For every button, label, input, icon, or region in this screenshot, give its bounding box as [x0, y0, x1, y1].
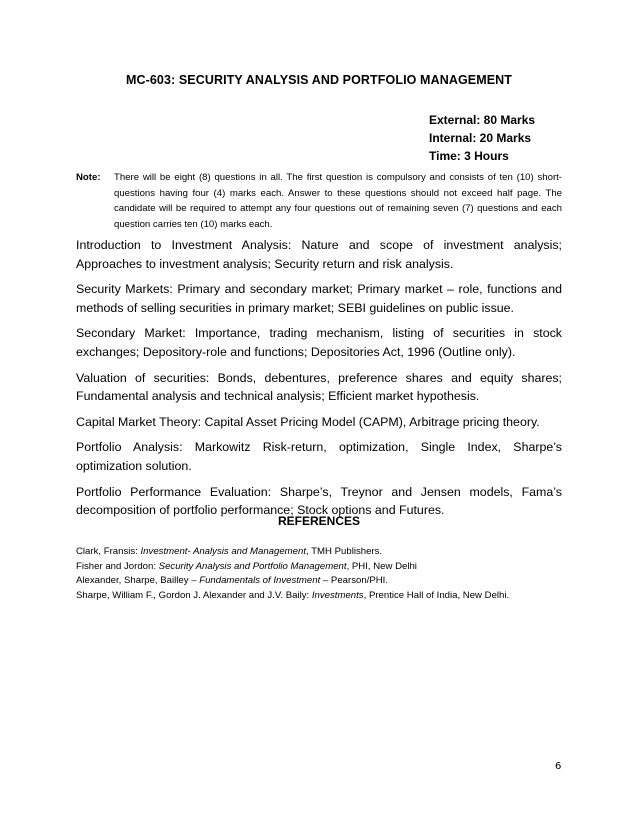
reference-publisher: , TMH Publishers.: [306, 546, 383, 557]
reference-item: [76, 545, 576, 560]
topic-paragraph: Portfolio Performance Evaluation: Sharpe’s, Treynor and Jensen models, Fama’s decomposition of portfolio performance; Stock options and Futures.: [76, 484, 562, 518]
note-label: Note:: [76, 172, 101, 183]
internal-marks: Internal: 20 Marks: [429, 131, 532, 145]
references-list: [76, 545, 576, 604]
reference-item: [76, 574, 576, 589]
external-marks: External: 80 Marks: [429, 113, 536, 127]
reference-publisher: , Prentice Hall of India, New Delhi.: [363, 590, 510, 602]
reference-item: [76, 560, 576, 575]
reference-title: Investment- Analysis and Management: [140, 546, 307, 557]
syllabus-topics: [76, 236, 562, 527]
references-heading: REFERENCES: [277, 514, 360, 528]
topic-paragraph: Valuation of securities: Bonds, debentures, preference shares and equity shares; Fundamental analysis and technical analysis; Efficient market hypothesis.: [76, 370, 562, 404]
note-text: There will be eight (8) questions in all. The first question is compulsory and consists of ten (10) short-questions having four (4) marks each. Answer to these questions should not exceed half page. The candidate will be required to attempt any four questions out of remaining seven (7) questions and each question carries ten (10) marks each.: [114, 172, 562, 230]
reference-publisher: , PHI, New Delhi: [346, 560, 417, 572]
reference-authors: Fisher and Jordon:: [76, 560, 159, 572]
topic-paragraph: Capital Market Theory: Capital Asset Pricing Model (CAPM), Arbitrage pricing theory.: [76, 414, 540, 429]
topic-paragraph: Secondary Market: Importance, trading mechanism, listing of securities in stock exchanges; Depository-role and functions; Depositories Act, 1996 (Outline only).: [76, 326, 562, 359]
exam-time: Time: 3 Hours: [429, 149, 509, 163]
reference-authors: Clark, Fransis:: [76, 546, 141, 557]
reference-title: Investments: [311, 590, 364, 602]
reference-authors: Sharpe, William F., Gordon J. Alexander and J.V. Baily:: [76, 590, 312, 602]
topic-paragraph: Security Markets: Primary and secondary market; Primary market – role, functions and methods of selling securities in primary market; SEBI guidelines on public issue.: [76, 282, 562, 315]
topic-paragraph: Portfolio Analysis: Markowitz Risk-return, optimization, Single Index, Sharpe’s optimization solution.: [76, 440, 562, 473]
reference-title: Fundamentals of Investment: [199, 575, 321, 587]
course-title: MC-603: SECURITY ANALYSIS AND PORTFOLIO MANAGEMENT: [125, 73, 513, 87]
reference-item: [76, 589, 576, 604]
marks-block: [429, 111, 535, 165]
reference-publisher: – Pearson/PHI.: [320, 575, 388, 587]
reference-authors: Alexander, Sharpe, Bailley –: [76, 575, 200, 587]
reference-title: Security Analysis and Portfolio Management: [158, 560, 347, 572]
topic-paragraph: Introduction to Investment Analysis: Nature and scope of investment analysis; Approaches to investment analysis; Security return and risk analysis.: [76, 238, 562, 271]
page-number: 6: [555, 761, 562, 772]
